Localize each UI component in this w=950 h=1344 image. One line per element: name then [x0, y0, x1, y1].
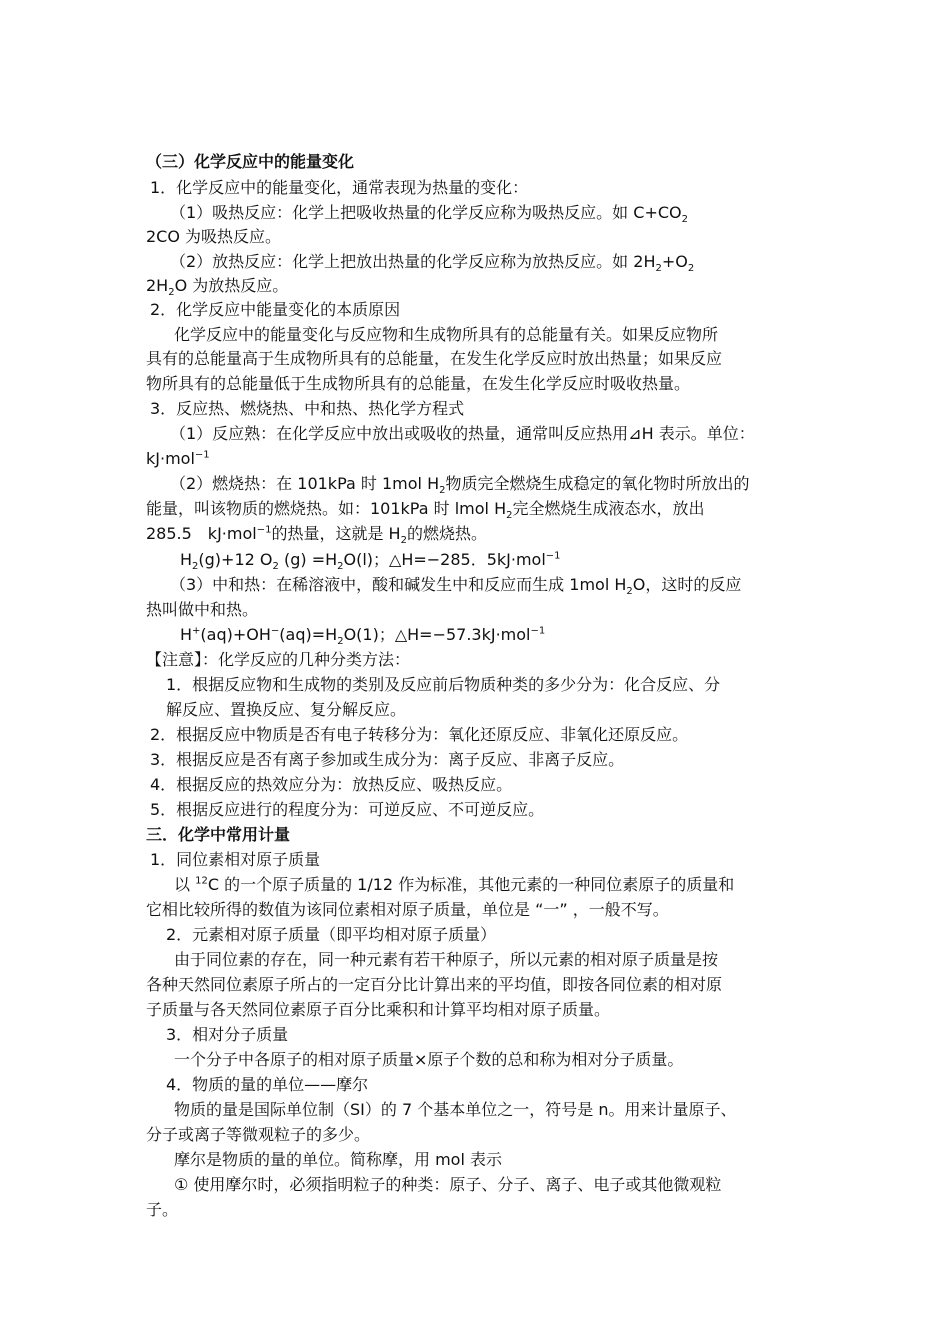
section-heading-quantities: 三．化学中常用计量: [146, 825, 291, 844]
quantity-3-title: 3．相对分子质量: [166, 1025, 289, 1044]
isotope-mass-line-1: 以 $^{12}$C 的一个原子质量的 1/12 作为标准，其他元素的一种同位素原子的质量和: [174, 875, 735, 894]
molecular-mass-line: 一个分子中各原子的相对原子质量×原子个数的总和称为相对分子质量。: [174, 1050, 684, 1069]
exothermic-line-1: （2）放热反应：化学上把放出热量的化学反应称为放热反应。如 $2H_2+O_2$: [170, 252, 695, 275]
mole-line-5: 子。: [146, 1200, 179, 1219]
reaction-heat-line-2: kJ·mol$^{-1}$: [146, 449, 210, 468]
quantity-4-title: 4．物质的量的单位——摩尔: [166, 1075, 369, 1094]
equation-neutralization: $H^+(aq)+OH^-(aq)=H_2O(1)$；△H=−57.3kJ·mol$^{-1}$: [180, 625, 546, 648]
endothermic-line-1: （1）吸热反应：化学上把吸收热量的化学反应称为吸热反应。如 $C+CO_2$: [170, 203, 688, 226]
reaction-heat-line-1: （1）反应熟：在化学反应中放出或吸收的热量，通常叫反应热用⊿H 表示。单位：: [170, 424, 755, 443]
combustion-heat-line-2: 能量，叫该物质的燃烧热。如：101kPa 时 lmol $H_2$完全燃烧生成液态水，放出: [146, 499, 705, 522]
combustion-heat-line-1: （2）燃烧热：在 101kPa 时 1mol $H_2$物质完全燃烧生成稳定的氧化物时所放出的: [170, 474, 750, 497]
quantity-1-title: 1．同位素相对原子质量: [150, 850, 321, 869]
exothermic-line-2: $2H_2O$ 为放热反应。: [146, 276, 289, 299]
endothermic-line-2: 2CO 为吸热反应。: [146, 227, 282, 246]
combustion-heat-line-3: 285.5 kJ·mol$^{-1}$的热量，这就是 $H_2$的燃烧热。: [146, 524, 487, 547]
point-3-title: 3．反应热、燃烧热、中和热、热化学方程式: [150, 399, 465, 418]
note-item-5: 5．根据反应进行的程度分为：可逆反应、不可逆反应。: [150, 800, 545, 819]
section-heading-energy-change: （三）化学反应中的能量变化: [146, 152, 355, 171]
element-mass-line-2: 各种天然同位素原子所占的一定百分比计算出来的平均值，即按各同位素的相对原: [146, 975, 723, 994]
mole-line-1: 物质的量是国际单位制（SI）的 7 个基本单位之一，符号是 n。用来计量原子、: [174, 1100, 737, 1119]
note-item-3: 3．根据反应是否有离子参加或生成分为：离子反应、非离子反应。: [150, 750, 625, 769]
neutralization-heat-line-2: 热叫做中和热。: [146, 600, 259, 619]
note-item-1-line-2: 解反应、置换反应、复分解反应。: [166, 700, 407, 719]
note-title: 【注意】：化学反应的几种分类方法：: [146, 650, 411, 669]
element-mass-line-3: 子质量与各天然同位素原子百分比乘积和计算平均相对原子质量。: [146, 1000, 611, 1019]
paragraph-energy-cause-1: 化学反应中的能量变化与反应物和生成物所具有的总能量有关。如果反应物所: [174, 325, 719, 344]
note-item-1-line-1: 1．根据反应物和生成物的类别及反应前后物质种类的多少分为：化合反应、分: [166, 675, 721, 694]
mole-line-3: 摩尔是物质的量的单位。简称摩，用 mol 表示: [174, 1150, 502, 1169]
neutralization-heat-line-1: （3）中和热：在稀溶液中，酸和碱发生中和反应而生成 1mol $H_2O$，这时的反应: [170, 575, 742, 598]
note-item-4: 4．根据反应的热效应分为：放热反应、吸热反应。: [150, 775, 513, 794]
quantity-2-title: 2．元素相对原子质量（即平均相对原子质量）: [166, 925, 497, 944]
point-1-title: 1．化学反应中的能量变化，通常表现为热量的变化：: [150, 178, 529, 197]
element-mass-line-1: 由于同位素的存在，同一种元素有若干种原子，所以元素的相对原子质量是按: [174, 950, 719, 969]
isotope-mass-line-2: 它相比较所得的数值为该同位素相对原子质量，单位是 “一” ，一般不写。: [146, 900, 669, 919]
point-2-title: 2．化学反应中能量变化的本质原因: [150, 300, 401, 319]
mole-line-4: ① 使用摩尔时，必须指明粒子的种类：原子、分子、离子、电子或其他微观粒: [174, 1175, 722, 1194]
paragraph-energy-cause-2: 具有的总能量高于生成物所具有的总能量，在发生化学反应时放出热量；如果反应: [146, 349, 723, 368]
equation-combustion: $H_2(g)+12$ $O_2$ $(g) =H_2O(l)$；△H=−285．5kJ·mol$^{-1}$: [180, 550, 561, 573]
paragraph-energy-cause-3: 物所具有的总能量低于生成物所具有的总能量，在发生化学反应时吸收热量。: [146, 374, 691, 393]
mole-line-2: 分子或离子等微观粒子的多少。: [146, 1125, 371, 1144]
note-item-2: 2．根据反应中物质是否有电子转移分为：氧化还原反应、非氧化还原反应。: [150, 725, 689, 744]
